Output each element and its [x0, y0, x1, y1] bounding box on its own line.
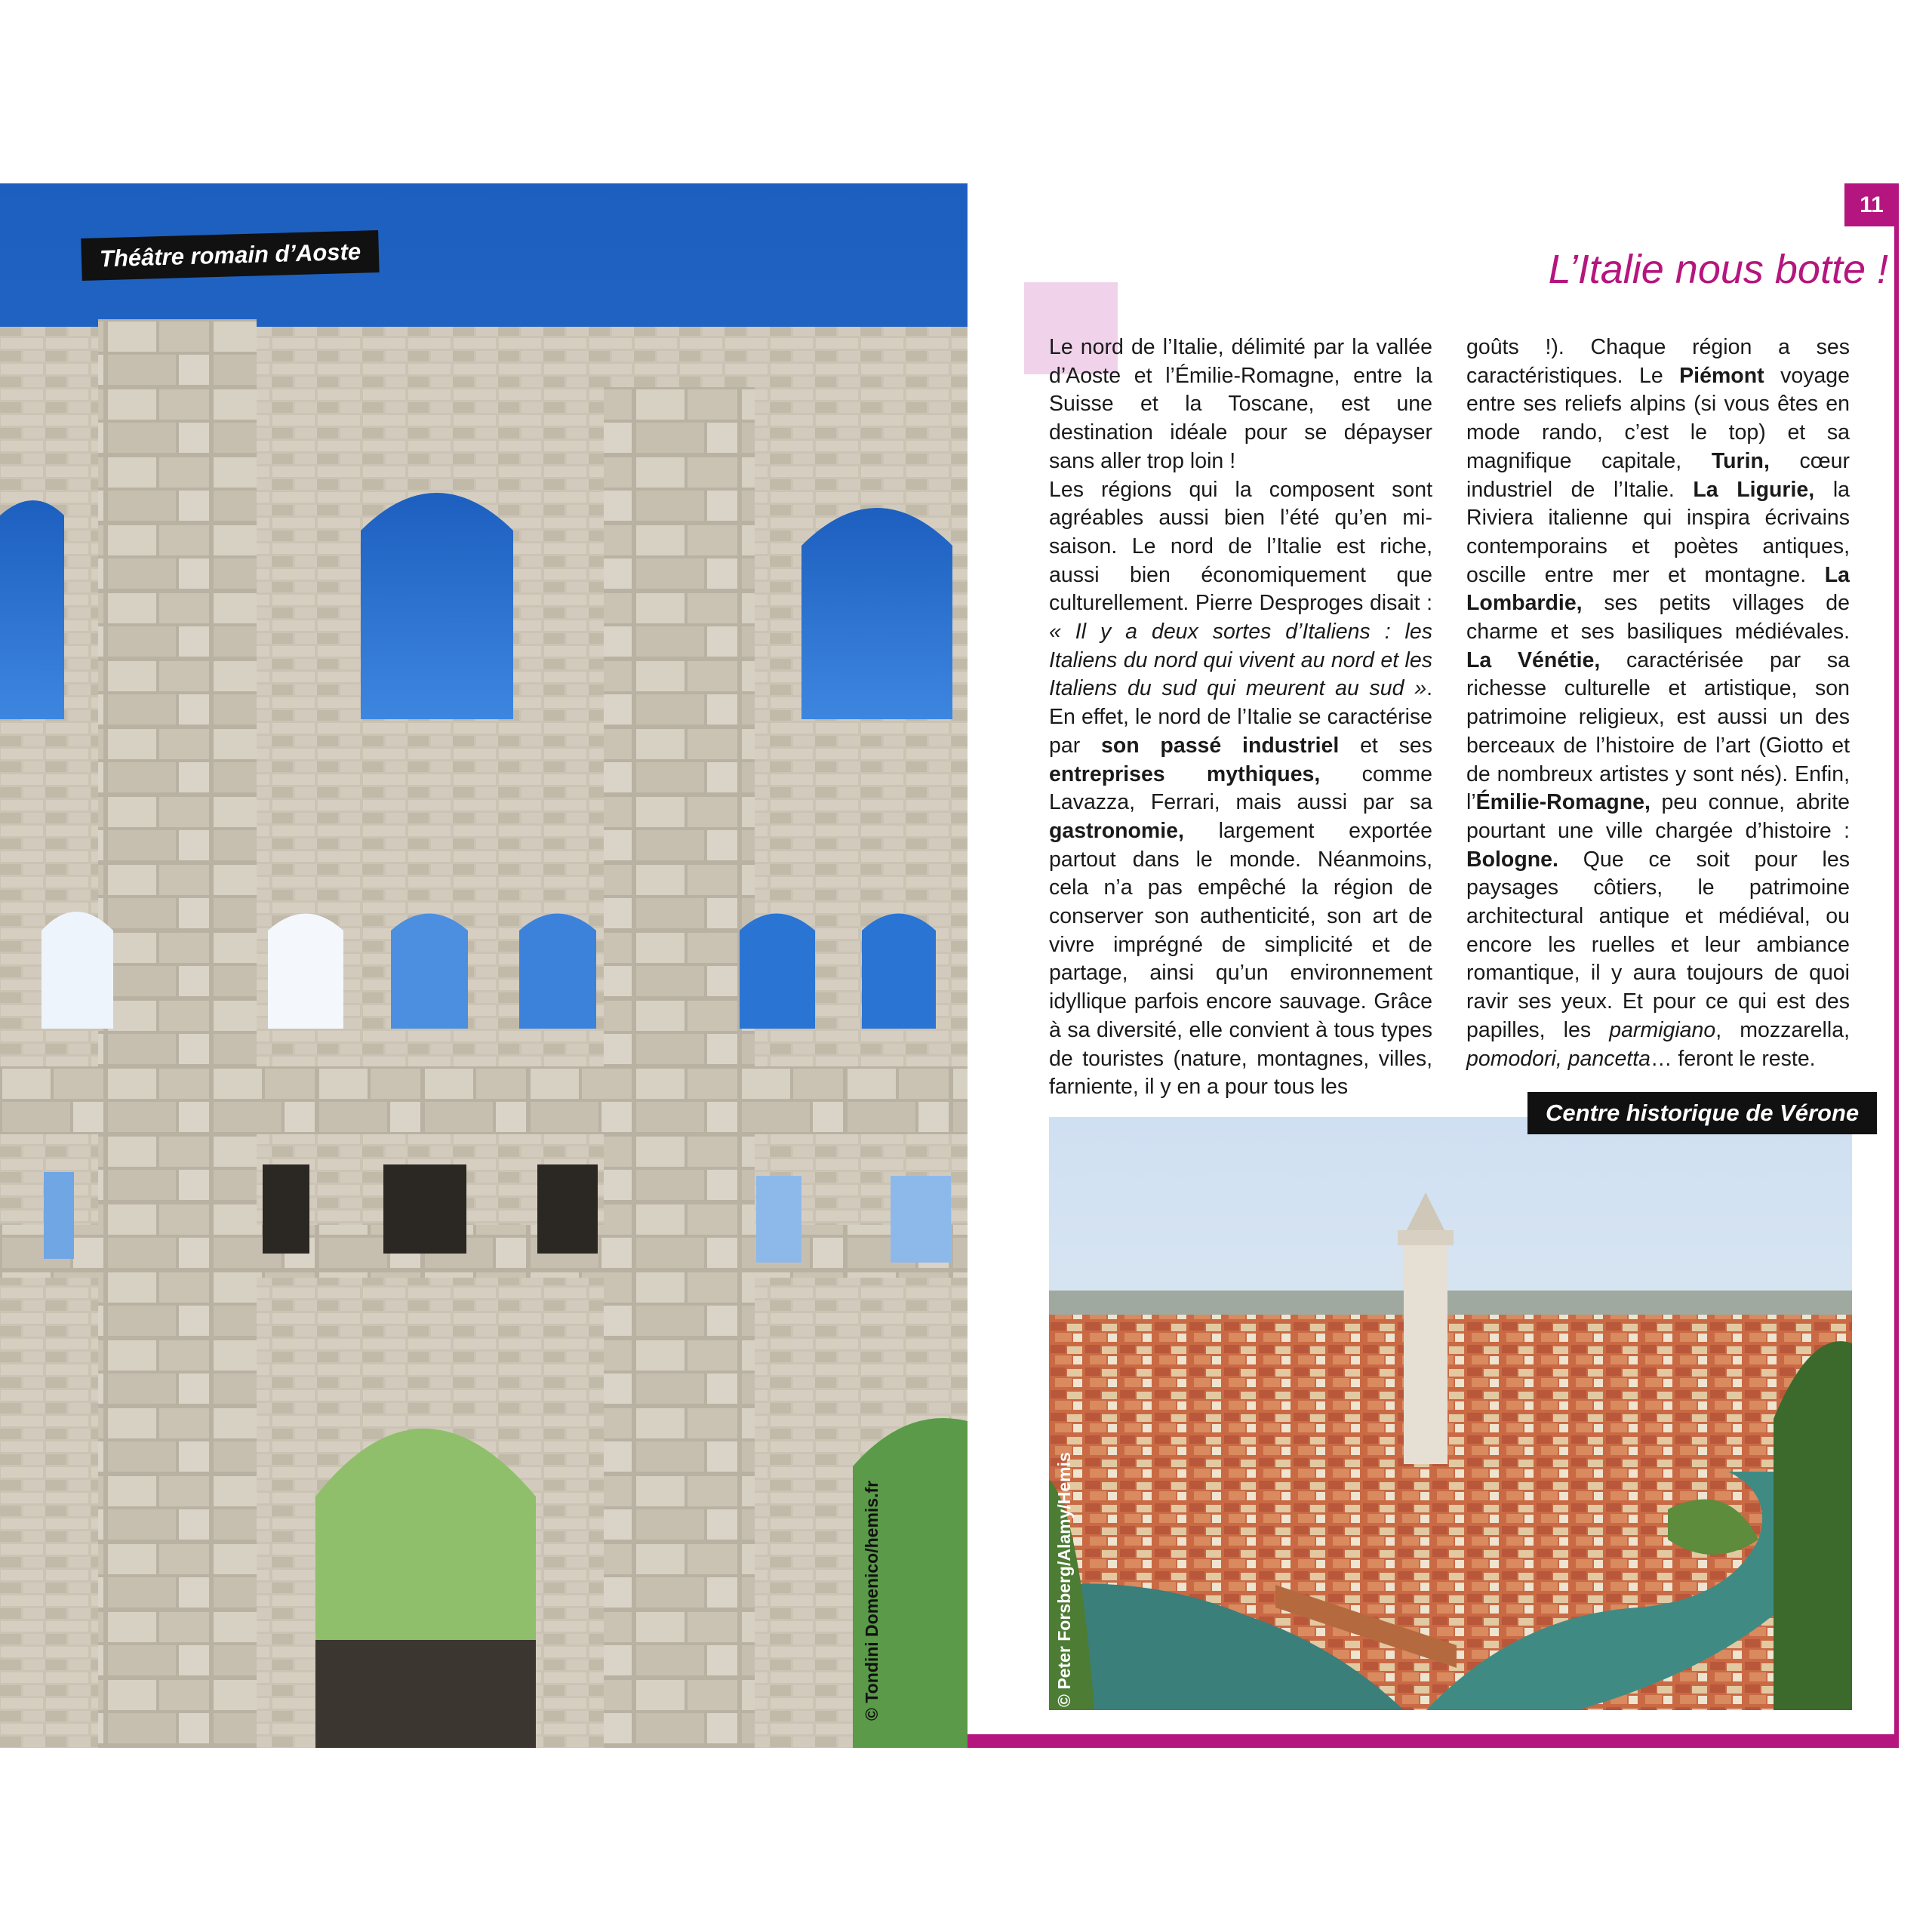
article-text-segment: goûts !). Chaque région a ses caractéristiques. Le: [1466, 335, 1850, 388]
article-text-segment: La Lombardie,: [1466, 562, 1850, 616]
photo-caption-aosta: Théâtre romain d’Aoste: [81, 230, 380, 281]
photo-caption-verona: Centre historique de Vérone: [1527, 1092, 1877, 1134]
article-text-segment: La Vénétie,: [1466, 648, 1601, 672]
page-border-bottom: [968, 1734, 1899, 1748]
article-text-segment: Piémont: [1679, 363, 1764, 388]
article-text-segment: Turin,: [1711, 448, 1770, 473]
article-text-segment: la Riviera italienne qui inspira écrivains contemporains et poètes antiques, oscille entre mer et montagne.: [1466, 477, 1850, 587]
article-text-segment: comme Lavazza, Ferrari, mais aussi par sa: [1049, 761, 1432, 815]
article-text-segment: largement exportée partout dans le monde. Néanmoins, cela n’a pas empêché la région de conserver son authenticité, son art de vivre imprégné de simplicité et de partage, ainsi qu’un environnement idyllique parfois encore sauvage. Grâce à sa diversité, elle convient à tous types de touristes (nature, montagnes, villes, farniente, il y en a pour tous les: [1049, 818, 1432, 1100]
article-text-segment: caractérisée par sa richesse culturelle et artistique, son patrimoine religieux, est aussi un des berceaux de l’histoire de l’art (Giotto et de nombreux artistes y sont nés). Enfin, l’: [1466, 648, 1850, 815]
article-text-segment: « Il y a deux sortes d’Italiens : les Italiens du nord qui vivent au nord et les Italiens du sud qui meurent au sud »: [1049, 620, 1432, 701]
photo-credit-aosta: © Tondini Domenico/hemis.fr: [862, 1480, 881, 1721]
photo-credit-verona: © Peter Forsberg/Alamy/Hemis: [1054, 1452, 1074, 1707]
article-text-segment: Les régions qui la composent sont agréables aussi bien l’été qu’en mi-saison. Le nord de l’Italie est riche, aussi bien économiquement que culturellement. Pierre Desproges disait :: [1049, 477, 1432, 616]
page-number: 11: [1844, 183, 1899, 226]
photo-verona-historic-centre: [1049, 1117, 1852, 1710]
article-column-2: [1466, 334, 1850, 1073]
article-text-segment: gastronomie,: [1049, 818, 1184, 843]
article-text-segment: voyage entre ses reliefs alpins (si vous êtes en mode rando, c’est le top) et sa magnifique capitale,: [1466, 363, 1850, 473]
article-text-segment: pomodori, pancetta: [1466, 1046, 1651, 1071]
article-text-segment: Émilie-Romagne,: [1475, 790, 1651, 815]
article-text-segment: … feront le reste.: [1651, 1046, 1816, 1071]
article-text-segment: Que ce soit pour les paysages côtiers, le patrimoine architectural antique et médiéval, ou encore les ruelles et leur ambiance romantique, il y aura toujours de quoi ravir ses yeux. Et pour ce qui est des papilles, les: [1466, 847, 1850, 1042]
article-text-segment: ses petits villages de charme et ses basiliques médiévales.: [1466, 591, 1850, 645]
article-column-1: [1049, 334, 1432, 1102]
article-text-segment: , mozzarella,: [1715, 1017, 1850, 1042]
article-text-segment: parmigiano: [1609, 1017, 1716, 1042]
article-text-segment: peu connue, abrite pourtant une ville chargée d’histoire :: [1466, 790, 1850, 843]
article-text-segment: La Ligurie,: [1693, 477, 1815, 502]
photo-roman-theatre-aosta: [0, 183, 968, 1748]
page-border-right: [1894, 183, 1899, 1748]
page-title: L’Italie nous botte !: [1548, 247, 1888, 292]
article-text-segment: son passé industriel: [1100, 733, 1340, 758]
article-text-segment: entreprises mythiques,: [1049, 761, 1321, 786]
article-text-segment: Le nord de l’Italie, délimité par la vallée d’Aoste et l’Émilie-Romagne, entre la Suisse et la Toscane, est une destination idéale pour se dépayser sans aller trop loin !: [1049, 335, 1432, 473]
article-text-segment: Bologne.: [1466, 847, 1558, 872]
article-text-segment: et ses: [1339, 733, 1432, 758]
article-text-segment: . En effet, le nord de l’Italie se caractérise par: [1049, 676, 1432, 758]
article-text-segment: cœur industriel de l’Italie.: [1466, 448, 1850, 502]
